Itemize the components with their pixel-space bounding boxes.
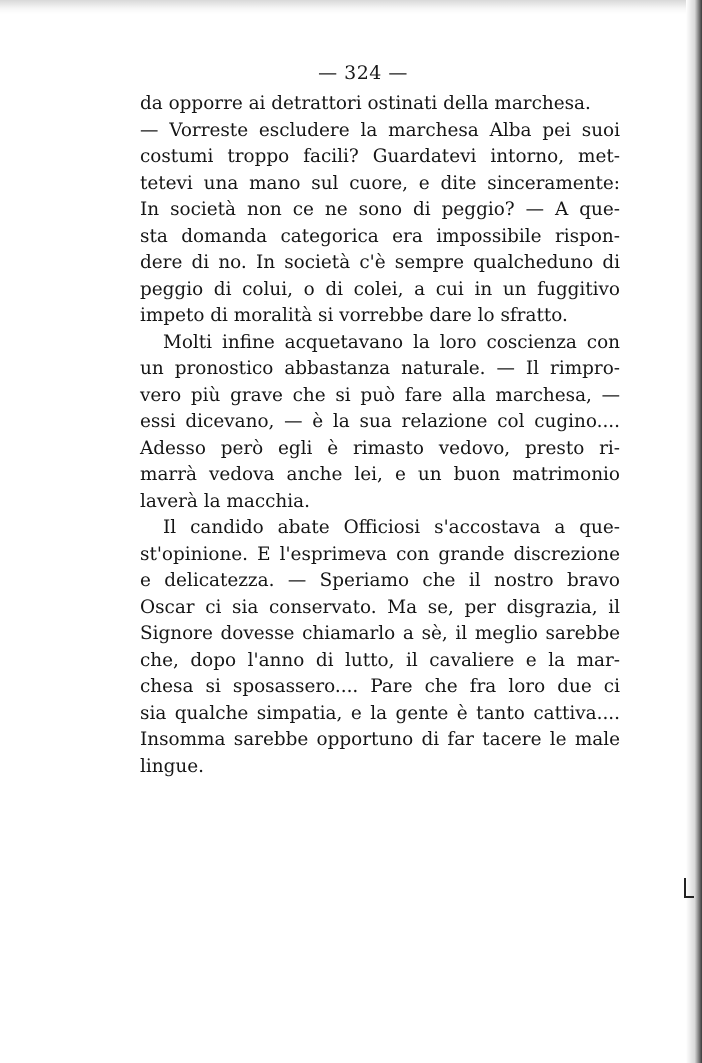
text-line: — Vorreste escludere la marchesa Alba pei suoi bbox=[140, 119, 620, 141]
text-line: In società non ce ne sono di peggio? — A que- bbox=[140, 199, 620, 220]
page-number: — 324 — bbox=[318, 62, 408, 84]
text-line: st'opinione. E l'esprimeva con grande discrezione bbox=[140, 543, 620, 565]
text-line: lingue. bbox=[140, 755, 204, 777]
text-line: Molti infine acquetavano la loro coscienza con bbox=[163, 331, 620, 353]
text-line: chesa si sposassero.... Pare che fra loro due ci bbox=[140, 676, 620, 697]
body-text bbox=[140, 91, 620, 780]
text-line: Insomma sarebbe opportuno di far tacere le male bbox=[140, 729, 620, 750]
text-line: marrà vedova anche lei, e un buon matrimonio bbox=[140, 464, 620, 485]
text-line: da opporre ai detrattori ostinati della marchesa. bbox=[140, 93, 591, 114]
text-line: Il candido abate Officiosi s'accostava a que- bbox=[163, 517, 620, 538]
text-line: costumi troppo facili? Guardatevi intorno, met- bbox=[140, 146, 620, 167]
text-line: Oscar ci sia conservato. Ma se, per disgrazia, il bbox=[140, 596, 620, 618]
text-line: Signore dovesse chiamarlo a sè, il meglio sarebbe bbox=[140, 623, 620, 644]
scan-top-shadow bbox=[0, 0, 702, 14]
text-line: che, dopo l'anno di lutto, il cavaliere e la mar- bbox=[140, 649, 620, 671]
text-line: laverà la macchia. bbox=[140, 490, 310, 512]
text-line: peggio di colui, o di colei, a cui in un fuggitivo bbox=[140, 278, 620, 300]
text-line: tetevi una mano sul cuore, e dite sinceramente: bbox=[140, 172, 620, 194]
text-line: un pronostico abbastanza naturale. — Il rimpro- bbox=[140, 358, 620, 379]
text-line: e delicatezza. — Speriamo che il nostro bravo bbox=[140, 570, 620, 591]
text-line: impeto di moralità si vorrebbe dare lo sfratto. bbox=[140, 305, 568, 326]
text-line: sta domanda categorica era impossibile rispon- bbox=[140, 225, 620, 247]
text-line: Adesso però egli è rimasto vedovo, presto ri- bbox=[140, 437, 620, 459]
text-line: essi dicevano, — è la sua relazione col cugino.... bbox=[140, 411, 620, 432]
binding-mark bbox=[684, 878, 694, 898]
scan-right-edge-shadow bbox=[686, 0, 702, 1063]
text-line: dere di no. In società c'è sempre qualcheduno di bbox=[140, 252, 620, 273]
text-line: vero più grave che si può fare alla marchesa, — bbox=[140, 384, 620, 406]
text-line: sia qualche simpatia, e la gente è tanto cattiva.... bbox=[140, 702, 620, 724]
